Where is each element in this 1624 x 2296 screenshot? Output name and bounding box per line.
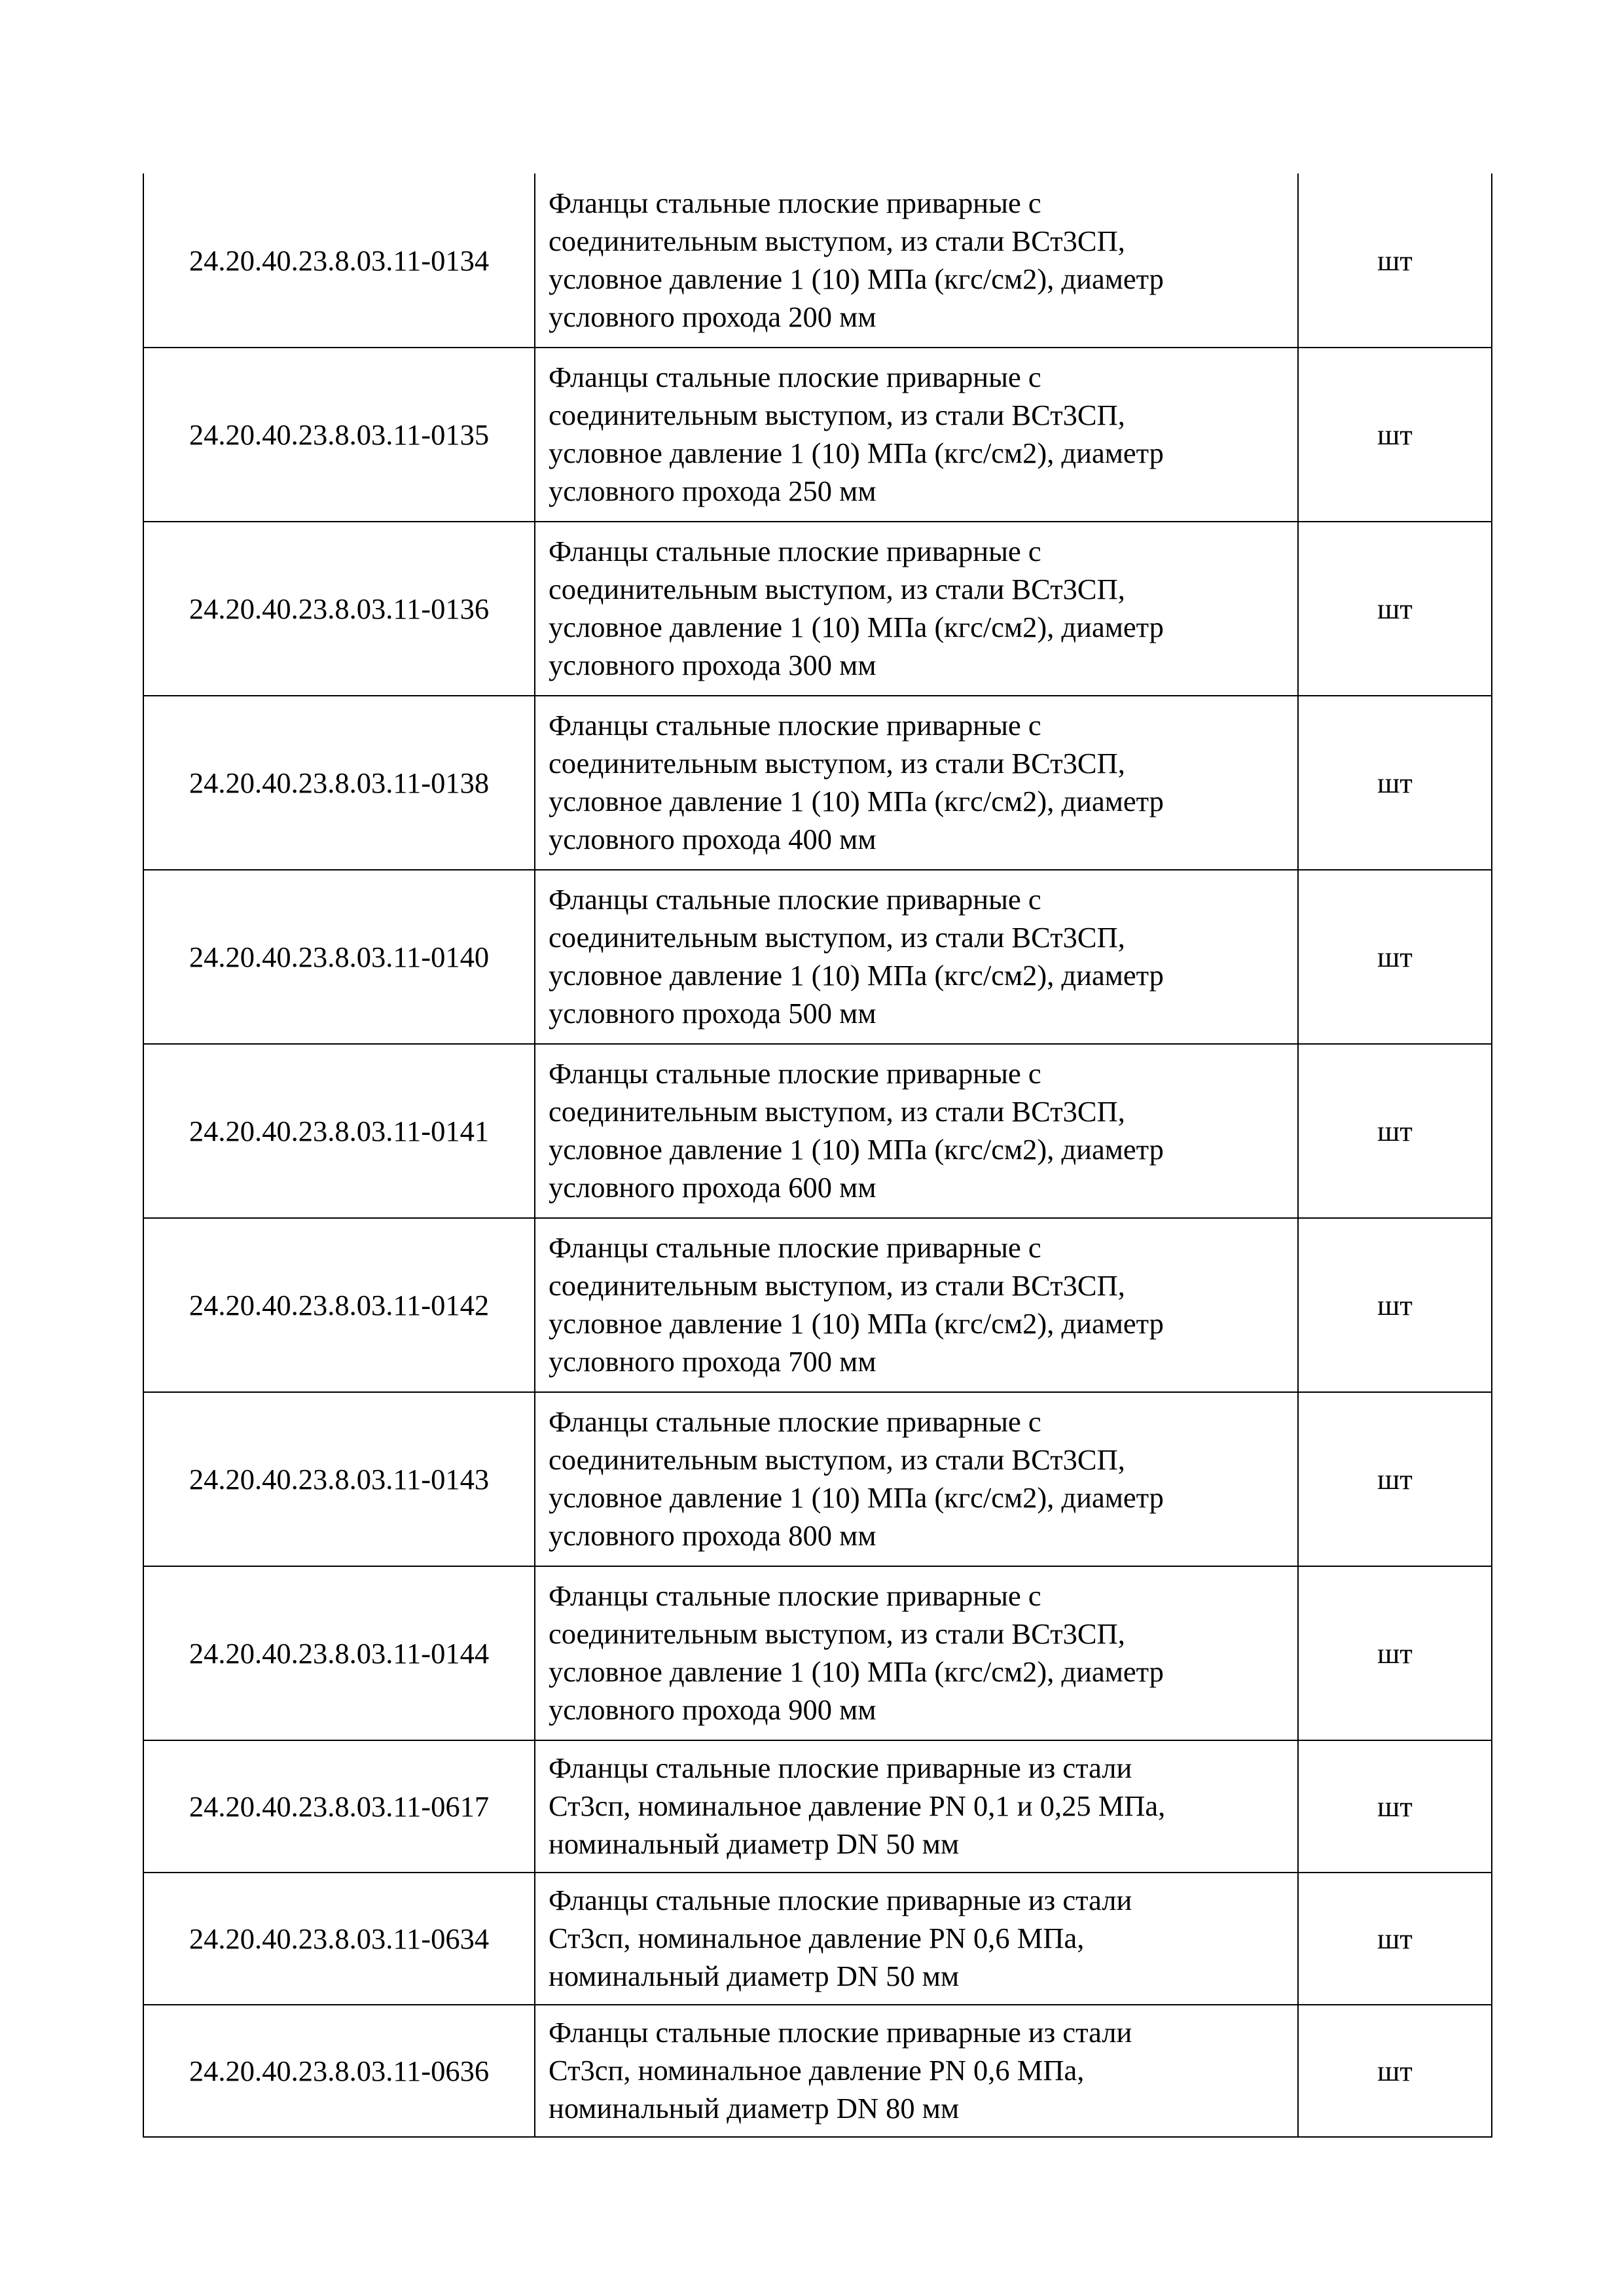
- resource-code: 24.20.40.23.8.03.11-0140: [143, 870, 535, 1044]
- resource-name-line: условного прохода 200 мм: [549, 300, 876, 333]
- resource-code: 24.20.40.23.8.03.11-0134: [143, 173, 535, 348]
- resource-unit: шт: [1298, 348, 1492, 522]
- resource-unit: шт: [1298, 1044, 1492, 1218]
- table-row: [143, 696, 1492, 870]
- resource-unit: шт: [1298, 1566, 1492, 1740]
- table-row: [143, 1392, 1492, 1566]
- resource-table: [143, 173, 1492, 2138]
- resource-name-line: Фланцы стальные плоские приварные с: [549, 709, 1041, 742]
- resource-name-line: условное давление 1 (10) МПа (кгс/см2), диаметр: [549, 1307, 1164, 1340]
- table-row: [143, 1740, 1492, 1873]
- resource-code: 24.20.40.23.8.03.11-0143: [143, 1392, 535, 1566]
- resource-name-line: Фланцы стальные плоские приварные с: [549, 1057, 1041, 1090]
- resource-name-line: условного прохода 900 мм: [549, 1693, 876, 1726]
- resource-name: [535, 1740, 1298, 1873]
- resource-code: 24.20.40.23.8.03.11-0144: [143, 1566, 535, 1740]
- resource-name-line: соединительным выступом, из стали ВСт3СП,: [549, 747, 1125, 780]
- resource-unit: шт: [1298, 696, 1492, 870]
- resource-name-line: условное давление 1 (10) МПа (кгс/см2), диаметр: [549, 262, 1164, 295]
- table-row: [143, 1218, 1492, 1392]
- table-row: [143, 1566, 1492, 1740]
- resource-name-line: Ст3сп, номинальное давление PN 0,6 МПа,: [549, 2054, 1085, 2087]
- resource-code: 24.20.40.23.8.03.11-0141: [143, 1044, 535, 1218]
- resource-code: 24.20.40.23.8.03.11-0617: [143, 1740, 535, 1873]
- resource-name-line: соединительным выступом, из стали ВСт3СП,: [549, 1617, 1125, 1650]
- resource-code: 24.20.40.23.8.03.11-0142: [143, 1218, 535, 1392]
- resource-unit: шт: [1298, 1740, 1492, 1873]
- resource-name-line: соединительным выступом, из стали ВСт3СП,: [549, 1443, 1125, 1476]
- resource-unit: шт: [1298, 1392, 1492, 1566]
- resource-name-line: Фланцы стальные плоские приварные из стали: [549, 2016, 1132, 2049]
- resource-code: 24.20.40.23.8.03.11-0636: [143, 2005, 535, 2137]
- resource-name-line: Фланцы стальные плоские приварные из стали: [549, 1751, 1132, 1784]
- resource-name-line: номинальный диаметр DN 50 мм: [549, 1827, 960, 1860]
- resource-name: [535, 1566, 1298, 1740]
- resource-name-line: Фланцы стальные плоские приварные с: [549, 1231, 1041, 1264]
- resource-name-line: соединительным выступом, из стали ВСт3СП,: [549, 921, 1125, 954]
- resource-unit: шт: [1298, 1218, 1492, 1392]
- resource-name-line: условного прохода 800 мм: [549, 1519, 876, 1552]
- resource-name: [535, 173, 1298, 348]
- table-row: [143, 173, 1492, 348]
- resource-name-line: условное давление 1 (10) МПа (кгс/см2), диаметр: [549, 959, 1164, 992]
- resource-name-line: номинальный диаметр DN 80 мм: [549, 2092, 960, 2125]
- resource-name-line: условного прохода 250 мм: [549, 475, 876, 507]
- resource-name-line: условное давление 1 (10) МПа (кгс/см2), диаметр: [549, 1655, 1164, 1688]
- table-row: [143, 1873, 1492, 2005]
- resource-unit: шт: [1298, 2005, 1492, 2137]
- resource-code: 24.20.40.23.8.03.11-0138: [143, 696, 535, 870]
- resource-name-line: Фланцы стальные плоские приварные с: [549, 1405, 1041, 1438]
- resource-name: [535, 2005, 1298, 2137]
- table-row: [143, 522, 1492, 696]
- resource-name-line: условное давление 1 (10) МПа (кгс/см2), диаметр: [549, 437, 1164, 469]
- resource-name-line: Ст3сп, номинальное давление PN 0,1 и 0,25 МПа,: [549, 1789, 1166, 1822]
- resource-name-line: условного прохода 400 мм: [549, 823, 876, 855]
- resource-table-body: [143, 173, 1492, 2137]
- resource-code: 24.20.40.23.8.03.11-0136: [143, 522, 535, 696]
- resource-name-line: условного прохода 300 мм: [549, 649, 876, 681]
- resource-name: [535, 696, 1298, 870]
- resource-name-line: соединительным выступом, из стали ВСт3СП,: [549, 224, 1125, 257]
- resource-name-line: Фланцы стальные плоские приварные с: [549, 883, 1041, 916]
- resource-unit: шт: [1298, 173, 1492, 348]
- resource-name-line: номинальный диаметр DN 50 мм: [549, 1960, 960, 1992]
- resource-unit: шт: [1298, 522, 1492, 696]
- resource-name-line: условное давление 1 (10) МПа (кгс/см2), диаметр: [549, 1133, 1164, 1166]
- resource-name-line: условного прохода 600 мм: [549, 1171, 876, 1204]
- resource-name: [535, 1218, 1298, 1392]
- resource-name-line: условного прохода 500 мм: [549, 997, 876, 1030]
- table-row: [143, 870, 1492, 1044]
- resource-name-line: соединительным выступом, из стали ВСт3СП,: [549, 573, 1125, 605]
- resource-name-line: соединительным выступом, из стали ВСт3СП,: [549, 1095, 1125, 1128]
- resource-name-line: условное давление 1 (10) МПа (кгс/см2), диаметр: [549, 611, 1164, 643]
- resource-name-line: Фланцы стальные плоские приварные с: [549, 361, 1041, 393]
- resource-name: [535, 522, 1298, 696]
- resource-name-line: условное давление 1 (10) МПа (кгс/см2), диаметр: [549, 785, 1164, 817]
- resource-name: [535, 1873, 1298, 2005]
- resource-name-line: Фланцы стальные плоские приварные с: [549, 1579, 1041, 1612]
- resource-unit: шт: [1298, 870, 1492, 1044]
- resource-name-line: Фланцы стальные плоские приварные с: [549, 186, 1041, 219]
- resource-name: [535, 1044, 1298, 1218]
- resource-name-line: соединительным выступом, из стали ВСт3СП,: [549, 1269, 1125, 1302]
- table-row: [143, 1044, 1492, 1218]
- resource-code: 24.20.40.23.8.03.11-0135: [143, 348, 535, 522]
- resource-name: [535, 870, 1298, 1044]
- resource-name: [535, 1392, 1298, 1566]
- table-row: [143, 2005, 1492, 2137]
- resource-code: 24.20.40.23.8.03.11-0634: [143, 1873, 535, 2005]
- resource-name-line: условное давление 1 (10) МПа (кгс/см2), диаметр: [549, 1481, 1164, 1514]
- resource-unit: шт: [1298, 1873, 1492, 2005]
- resource-name-line: Фланцы стальные плоские приварные с: [549, 535, 1041, 567]
- resource-name-line: Ст3сп, номинальное давление PN 0,6 МПа,: [549, 1922, 1085, 1954]
- resource-name-line: Фланцы стальные плоские приварные из стали: [549, 1884, 1132, 1916]
- resource-name-line: соединительным выступом, из стали ВСт3СП,: [549, 399, 1125, 431]
- table-row: [143, 348, 1492, 522]
- resource-name: [535, 348, 1298, 522]
- resource-name-line: условного прохода 700 мм: [549, 1345, 876, 1378]
